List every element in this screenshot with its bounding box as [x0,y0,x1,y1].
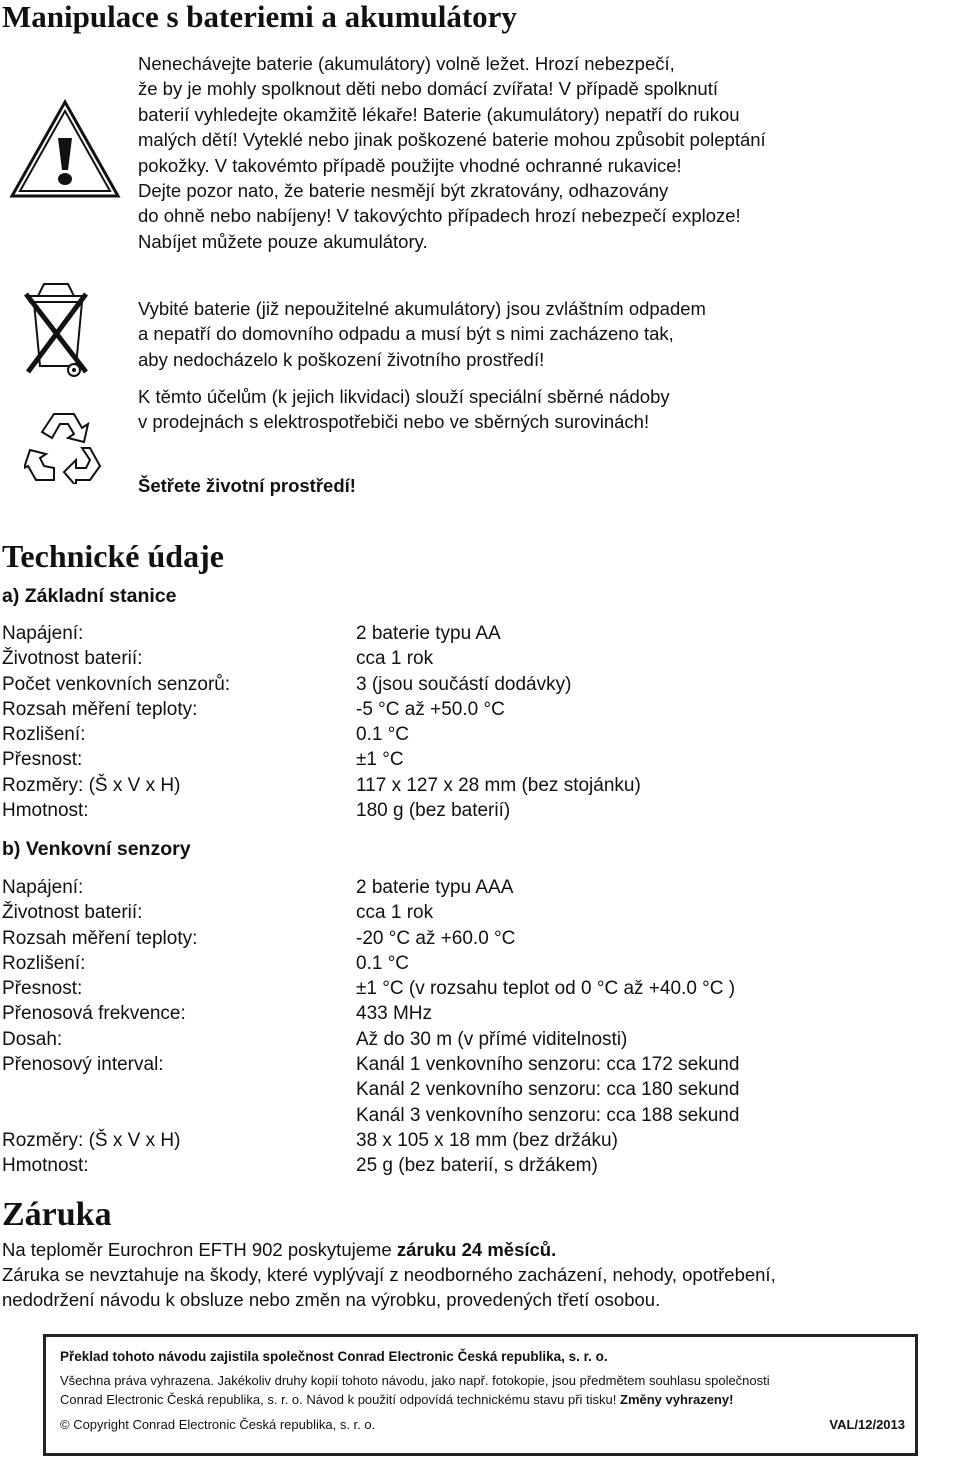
disposal-line: Vybité baterie (již nepoužitelné akumulátory) jsou zvláštním odpadem [138,298,706,319]
spec-label: Napájení: [2,877,84,898]
warning-triangle-icon [8,98,122,205]
spec-label: Hmotnost: [2,1155,89,1177]
spec-label: Rozměry: (Š x V x H) [2,1129,181,1151]
copyright-text: © Copyright Conrad Electronic Česká republika, s. r. o. [60,1417,376,1432]
spec-value: Kanál 1 venkovního senzoru: cca 172 sekund [356,1054,740,1076]
spec-label: Přesnost: [2,749,83,771]
collection-text [138,384,670,435]
warning-line: Nenechávejte baterie (akumulátory) volně ležet. Hrozí nebezpečí, [138,53,675,74]
spec-label: Rozsah měření teploty: [2,698,198,720]
collection-line: K těmto účelům (k jejich likvidaci) slouží speciální sběrné nádoby [138,386,670,407]
spec-label: Životnost baterií: [2,648,143,670]
warning-line: Dejte pozor nato, že baterie nesmějí být zkratovány, odhazovány [138,179,669,201]
changes-reserved: Změny vyhrazeny! [620,1392,734,1407]
rights-line: Všechna práva vyhrazena. Jakékoliv druhy kopií tohoto návodu, jako např. fotokopie, jsou předmětem souhlasu společnosti [60,1373,770,1388]
spec-label: Počet venkovních senzorů: [2,673,231,695]
warning-line: pokožky. V takovémto případě použijte vhodné ochranné rukavice! [138,154,682,176]
spec-row [2,621,902,646]
spec-value: 0.1 °C [356,952,410,974]
battery-warning-text [138,51,766,254]
spec-row [2,1077,902,1102]
spec-value: Kanál 2 venkovního senzoru: cca 180 sekund [356,1079,740,1101]
outdoor-sensors-heading: b) Venkovní senzory [2,838,191,860]
spec-label: Životnost baterií: [2,902,143,924]
spec-value: ±1 °C (v rozsahu teplot od 0 °C až +40.0 °C ) [356,978,736,1000]
base-station-heading: a) Základní stanice [2,585,177,607]
technical-heading: Technické údaje [2,538,224,574]
spec-row [2,1001,902,1026]
outdoor-sensor-specs [2,875,902,1179]
disposal-text [138,296,706,372]
imprint-box [43,1334,918,1456]
spec-label: Rozměry: (Š x V x H) [2,774,181,796]
spec-value: 0.1 °C [356,724,410,746]
spec-value: 3 (jsou součástí dodávky) [356,673,572,695]
spec-label: Napájení: [2,623,84,644]
spec-row [2,672,902,697]
warranty-exclusion-line: Záruka se nevztahuje na škody, které vyplývají z neodborného zacházení, nehody, opotřebení, [2,1264,776,1285]
rights-text: Conrad Electronic Česká republika, s. r. o. Návod k použití odpovídá technickému stavu při tisku! [60,1392,620,1407]
warranty-heading: Záruka [2,1196,112,1233]
spec-label: Rozlišení: [2,952,86,974]
spec-value: 180 g (bez baterií) [356,800,511,822]
spec-row [2,1128,902,1153]
warranty-text: Na teploměr Eurochron EFTH 902 poskytujeme [2,1239,397,1260]
spec-label: Přenosový interval: [2,1054,164,1076]
spec-value: Kanál 3 venkovního senzoru: cca 188 sekund [356,1104,740,1126]
spec-value: Až do 30 m (v přímé viditelnosti) [356,1028,628,1050]
spec-row [2,1103,902,1128]
spec-row [2,951,902,976]
disposal-line: a nepatří do domovního odpadu a musí být s nimi zacházeno tak, [138,323,674,345]
spec-label: Přesnost: [2,978,83,1000]
spec-row [2,747,902,772]
crossed-bin-icon [24,282,92,385]
collection-line: v prodejnách s elektrospotřebiči nebo ve sběrných surovinách! [138,411,650,433]
warning-line: do ohně nebo nabíjeny! V takovýchto případech hrozí nebezpečí exploze! [138,205,741,227]
spec-value: 2 baterie typu AA [356,623,501,644]
spec-label: Hmotnost: [2,800,89,822]
warning-line: malých dětí! Vyteklé nebo jinak poškozené baterie mohou způsobit poleptání [138,129,766,151]
spec-label: Přenosová frekvence: [2,1003,186,1025]
spec-label: Rozsah měření teploty: [2,927,198,949]
spec-value: ±1 °C [356,749,404,771]
spec-value: cca 1 rok [356,648,434,670]
spec-value: 25 g (bez baterií, s držákem) [356,1155,598,1177]
recycle-icon [24,408,104,489]
spec-value: -20 °C až +60.0 °C [356,927,516,949]
eco-note: Šetřete životní prostředí! [138,475,356,496]
spec-row [2,976,902,1001]
spec-row [2,722,902,747]
spec-value: 117 x 127 x 28 mm (bez stojánku) [356,774,641,796]
spec-row [2,1027,902,1052]
spec-row [2,1052,902,1077]
warranty-exclusion-line: nedodržení návodu k obsluze nebo změn na výrobku, provedených třetí osobou. [2,1289,661,1310]
base-station-specs [2,621,902,823]
translation-note: Překlad tohoto návodu zajistila společnost Conrad Electronic Česká republika, s. r. o. [60,1349,608,1364]
spec-row [2,875,902,900]
warning-line: že by je mohly spolknout děti nebo domácí zvířata! V případě spolknutí [138,78,718,100]
spec-row [2,798,902,823]
spec-value: cca 1 rok [356,902,434,924]
warning-line: baterií vyhledejte okamžitě lékaře! Baterie (akumulátory) nepatří do rukou [138,103,740,125]
document-code: VAL/12/2013 [829,1417,905,1432]
spec-row [2,926,902,951]
spec-row [2,646,902,671]
spec-value: 38 x 105 x 18 mm (bez držáku) [356,1129,618,1151]
rights-line [60,1392,733,1407]
spec-label [2,1103,356,1128]
spec-row [2,697,902,722]
spec-row [2,1153,902,1178]
spec-label: Dosah: [2,1028,63,1050]
spec-value: 2 baterie typu AAA [356,877,514,898]
warranty-period: záruku 24 měsíců. [396,1239,557,1260]
warranty-line [2,1237,556,1262]
spec-value: -5 °C až +50.0 °C [356,698,505,720]
spec-label [2,1077,356,1102]
spec-row [2,773,902,798]
spec-row [2,900,902,925]
batteries-heading: Manipulace s bateriemi a akumulátory [2,0,517,34]
disposal-line: aby nedocházelo k poškození životního prostředí! [138,348,545,370]
spec-label: Rozlišení: [2,724,86,746]
warning-line: Nabíjet můžete pouze akumulátory. [138,230,428,252]
spec-value: 433 MHz [356,1003,433,1025]
